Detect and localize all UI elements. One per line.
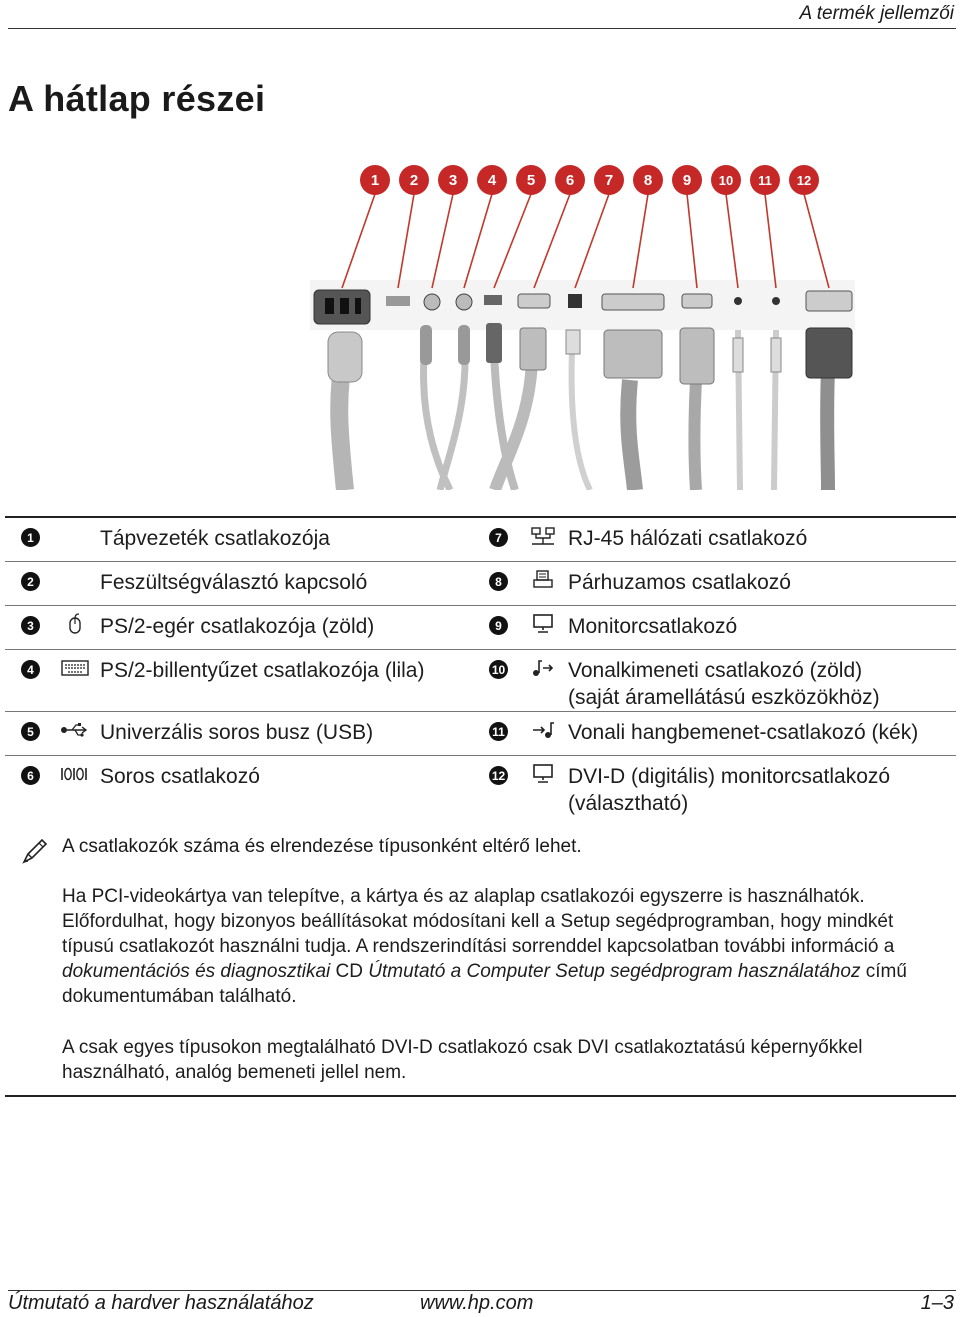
callout-label: 9 <box>682 172 692 189</box>
callout-number: 11 <box>489 722 508 741</box>
callout-number: 9 <box>489 616 508 635</box>
section-header: A termék jellemzői <box>799 3 954 24</box>
callout-label: 5 <box>526 172 536 189</box>
callout-number: 6 <box>21 766 40 785</box>
legend-item <box>5 518 467 561</box>
legend-label-line: Soros csatlakozó <box>100 765 260 788</box>
usb-icon <box>60 719 90 741</box>
keyboard-icon <box>60 657 90 679</box>
callout-label: 10 <box>718 173 734 188</box>
printer-icon <box>528 569 558 591</box>
connector-legend <box>5 516 956 817</box>
callout-label: 4 <box>487 172 497 189</box>
legend-item <box>467 518 956 561</box>
callout-leader-line <box>342 194 375 288</box>
legend-label-line: Univerzális soros busz (USB) <box>100 721 374 744</box>
icon-placeholder <box>60 525 90 547</box>
legend-label-line: Vonali hangbemenet-csatlakozó (kék) <box>568 721 919 744</box>
legend-row <box>5 606 956 650</box>
legend-item <box>467 606 956 649</box>
legend-label-line: Monitorcsatlakozó <box>568 615 738 638</box>
callout-label: 1 <box>370 172 380 189</box>
legend-item <box>5 756 467 817</box>
legend-item <box>467 650 956 711</box>
callout-number: 7 <box>489 528 508 547</box>
callout-number: 5 <box>21 722 40 741</box>
legend-label <box>100 657 424 711</box>
legend-label <box>100 569 367 605</box>
footer-url: www.hp.com <box>420 1292 534 1314</box>
legend-row <box>5 562 956 606</box>
legend-row <box>5 518 956 562</box>
legend-item <box>5 712 467 755</box>
rear-panel-illustration <box>300 160 910 490</box>
legend-label-line: PS/2-billentyűzet csatlakozója (lila) <box>100 659 425 682</box>
legend-item <box>467 756 956 817</box>
monitor-icon <box>528 763 558 785</box>
legend-label-line: (saját áramellátású eszközökhöz) <box>568 686 880 709</box>
paragraph-pci-video: Ha PCI-videokártya van telepítve, a kártya és az alaplap csatlakozói egyszerre is használhatók. Előfordulhat, hogy bizonyos beállításokat módosítani kell a Setup segédprogramban, hogy mindkét típusú csatlakozót használni tudja. A rendszerindítási sorrenddel kapcsolatban további információ a dokumentációs és diagnosztikai CD Útmutató a Computer Setup segédprogram használatához című dokumentumában található. <box>62 886 907 1007</box>
page-number: 1–3 <box>920 1292 954 1314</box>
serial-icon <box>60 763 90 785</box>
callout-number: 1 <box>21 528 40 547</box>
legend-label-line: (választható) <box>568 792 689 815</box>
legend-item <box>5 606 467 649</box>
callout-number: 12 <box>489 766 508 785</box>
legend-item <box>5 650 467 711</box>
legend-label <box>568 569 791 605</box>
legend-label-line: RJ-45 hálózati csatlakozó <box>568 527 808 550</box>
note-box <box>20 834 920 866</box>
legend-label-line: Tápvezeték csatlakozója <box>100 527 330 550</box>
callout-label: 8 <box>643 172 653 189</box>
callout-number: 4 <box>21 660 40 679</box>
callout-leader-line <box>726 194 738 288</box>
callout-number: 10 <box>489 660 508 679</box>
callout-label: 3 <box>448 172 458 189</box>
footer-divider <box>8 1290 956 1291</box>
legend-label <box>568 719 918 755</box>
callout-label: 11 <box>758 173 772 188</box>
legend-label <box>568 763 890 817</box>
legend-row <box>5 650 956 712</box>
legend-label <box>100 613 374 649</box>
callout-label: 6 <box>565 172 575 189</box>
callout-leader-line <box>575 194 609 288</box>
paragraph-dvi: A csak egyes típusokon megtalálható DVI-D csatlakozó csak DVI csatlakoztatású képernyőkkel használható, analóg bemeneti jellel nem. <box>62 1037 863 1083</box>
legend-item <box>467 562 956 605</box>
callout-leader-line <box>633 194 648 288</box>
callout-number: 2 <box>21 572 40 591</box>
callout-leader-line <box>464 194 492 288</box>
callout-leader-line <box>804 194 829 288</box>
content-divider <box>5 1095 956 1097</box>
legend-label <box>568 613 737 649</box>
legend-label-line: DVI-D (digitális) monitorcsatlakozó <box>568 765 891 788</box>
note-text: A csatlakozók száma és elrendezése típusonként eltérő lehet. <box>62 836 582 857</box>
mouse-icon <box>60 613 90 635</box>
callout-leader-line <box>534 194 570 288</box>
network-icon <box>528 525 558 547</box>
legend-label <box>100 525 330 561</box>
icon-placeholder <box>60 569 90 591</box>
line-in-icon <box>528 719 558 741</box>
callout-number: 3 <box>21 616 40 635</box>
line-out-icon <box>528 657 558 679</box>
pencil-icon <box>20 836 50 866</box>
callout-leader-line <box>398 194 414 288</box>
callout-label: 7 <box>604 172 614 189</box>
legend-label-line: PS/2-egér csatlakozója (zöld) <box>100 615 375 638</box>
legend-label <box>568 657 880 711</box>
legend-label-line: Feszültségválasztó kapcsoló <box>100 571 368 594</box>
callout-leader-line <box>494 194 531 288</box>
legend-label <box>100 763 260 817</box>
callout-leader-line <box>432 194 453 288</box>
footer-title: Útmutató a hardver használatához <box>8 1292 314 1314</box>
callout-label: 12 <box>796 173 812 188</box>
callout-leader-line <box>687 194 697 288</box>
legend-item <box>5 562 467 605</box>
legend-item <box>467 712 956 755</box>
legend-label <box>100 719 373 755</box>
callout-leader-line <box>765 194 776 288</box>
legend-row <box>5 756 956 817</box>
header-divider <box>8 28 956 29</box>
page-title: A hátlap részei <box>8 78 266 119</box>
legend-label-line: Vonalkimeneti csatlakozó (zöld) <box>568 659 863 682</box>
legend-label <box>568 525 807 561</box>
legend-label-line: Párhuzamos csatlakozó <box>568 571 791 594</box>
legend-row <box>5 712 956 756</box>
callout-label: 2 <box>409 172 419 189</box>
callout-number: 8 <box>489 572 508 591</box>
monitor-icon <box>528 613 558 635</box>
